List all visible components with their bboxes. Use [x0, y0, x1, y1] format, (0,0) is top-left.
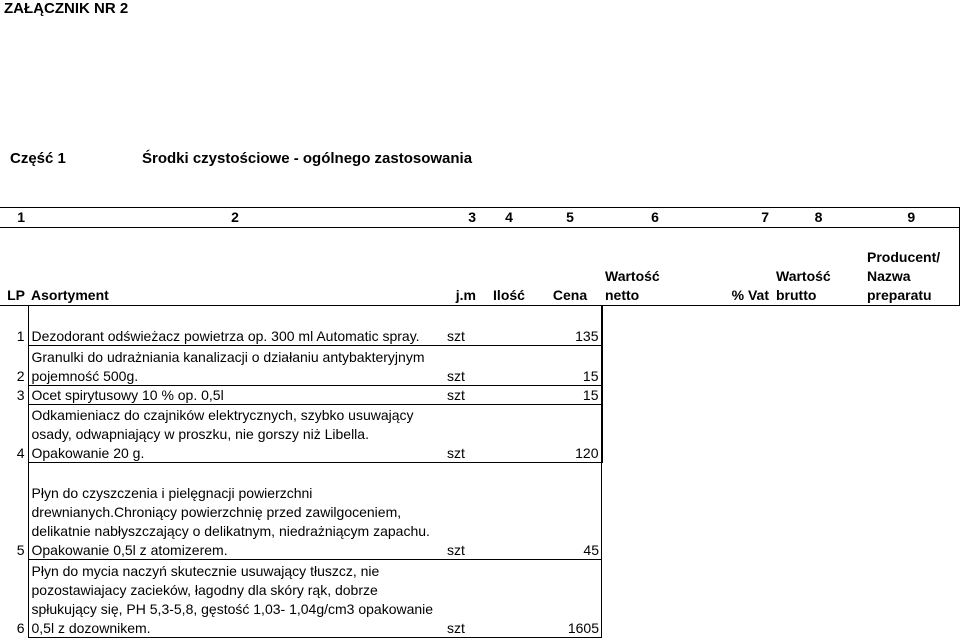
col-number-4: 4: [480, 208, 538, 228]
table-row: [0, 405, 959, 463]
header-producent: [864, 228, 959, 306]
row-empty: [773, 306, 864, 346]
table-row: [0, 346, 959, 386]
row-unit: szt: [447, 541, 465, 558]
header-producent-line1: Producent/: [867, 249, 941, 265]
items-table: [0, 207, 960, 638]
row-lp: 3: [16, 386, 25, 403]
row-empty: [864, 463, 959, 560]
row-empty: [602, 386, 708, 405]
row-lp: 4: [16, 444, 25, 461]
row-lp: 1: [16, 327, 25, 344]
row-unit: szt: [447, 386, 465, 403]
header-ilosc: Ilość: [480, 228, 538, 306]
row-description: Dezodorant odświeżacz powietrza op. 300 ml Automatic spray.: [28, 306, 442, 346]
row-empty: [708, 346, 773, 386]
row-quantity: 15: [582, 367, 599, 384]
grid-line: [28, 637, 602, 638]
header-lp: LP: [0, 228, 28, 306]
row-empty: [773, 386, 864, 405]
grid-line: [28, 404, 602, 405]
row-empty: [864, 405, 959, 463]
row-empty: [708, 463, 773, 560]
part-label: Część 1: [10, 150, 66, 167]
table-row: [0, 463, 959, 560]
row-empty: [708, 560, 773, 638]
row-empty: [773, 346, 864, 386]
document-title: ZAŁĄCZNIK NR 2: [4, 0, 129, 17]
header-cena: Cena: [538, 228, 602, 306]
row-empty: [864, 386, 959, 405]
part-name: Środki czystościowe - ogólnego zastosowania: [142, 150, 473, 167]
row-unit: szt: [447, 619, 465, 636]
row-quantity: 1605: [567, 619, 599, 636]
row-empty: [602, 405, 708, 463]
row-empty: [773, 405, 864, 463]
row-empty: [602, 306, 708, 346]
col-number-9: 9: [864, 208, 959, 228]
row-unit: szt: [447, 444, 465, 461]
header-wartosc-brutto-line1: Wartość: [776, 268, 831, 284]
col-number-5: 5: [538, 208, 602, 228]
header-wartosc-brutto-line2: brutto: [776, 287, 817, 303]
row-empty: [708, 386, 773, 405]
header-wartosc-netto-line2: netto: [605, 287, 640, 303]
row-quantity: 45: [583, 541, 599, 558]
grid-line: [601, 306, 602, 638]
grid-line: [28, 462, 602, 463]
col-number-8: 8: [773, 208, 864, 228]
grid-line: [28, 345, 602, 346]
row-empty: [773, 560, 864, 638]
row-description: Odkamieniacz do czajników elektrycznych, szybko usuwający osady, odwapniający w proszku, nie gorszy niż Libella. Opakowanie 20 g.: [28, 405, 442, 463]
table-row: [0, 306, 959, 346]
row-empty: [602, 560, 708, 638]
col-number-6: 6: [602, 208, 708, 228]
row-unit: szt: [447, 327, 465, 344]
row-empty: [864, 306, 959, 346]
row-empty: [602, 463, 708, 560]
grid-line: [28, 385, 602, 386]
column-number-row: [0, 208, 959, 228]
header-producent-line2: Nazwa: [867, 268, 911, 284]
table-row: [0, 386, 959, 405]
row-description: Ocet spirytusowy 10 % op. 0,5l: [28, 386, 442, 405]
row-empty: [773, 463, 864, 560]
row-description: Płyn do mycia naczyń skutecznie usuwający tłuszcz, nie pozostawiajacy zacieków, łagodny dla skóry rąk, dobrze spłukujący się, PH 5,3-5,8, gęstość 1,03- 1,04g/cm3 opakowanie 0,5l z dozownikem.: [28, 560, 442, 638]
row-quantity: 135: [575, 327, 599, 344]
grid-line: [28, 559, 602, 560]
row-description: Płyn do czyszczenia i pielęgnacji powierzchni drewnianych.Chroniący powierzchnię przed zawilgoceniem, delikatnie nabłyszczający o delikatnym, niedrażniącym zapachu. Opakowanie 0,5l z atomizerem.: [28, 463, 442, 560]
row-empty: [864, 560, 959, 638]
row-empty: [864, 346, 959, 386]
header-wartosc-brutto: [773, 228, 864, 306]
row-lp: 6: [16, 619, 25, 636]
header-row: [0, 228, 959, 306]
grid-line: [959, 207, 960, 306]
header-asortyment: Asortyment: [28, 228, 442, 306]
header-vat: % Vat: [708, 228, 773, 306]
header-jm: j.m: [442, 228, 480, 306]
row-quantity: 120: [575, 444, 599, 461]
row-empty: [708, 405, 773, 463]
header-wartosc-netto-line1: Wartość: [605, 268, 660, 284]
col-number-7: 7: [708, 208, 773, 228]
table-row: [0, 560, 959, 638]
header-producent-line3: preparatu: [867, 287, 932, 303]
row-quantity: 15: [582, 386, 599, 403]
col-number-2: 2: [28, 208, 442, 228]
col-number-1: 1: [0, 208, 28, 228]
row-lp: 5: [16, 541, 25, 558]
row-unit: szt: [447, 367, 465, 384]
row-empty: [602, 346, 708, 386]
row-lp: 2: [16, 367, 25, 384]
row-description: Granulki do udrażniania kanalizacji o działaniu antybakteryjnym pojemność 500g.: [28, 346, 442, 386]
header-wartosc-netto: [602, 228, 708, 306]
row-empty: [708, 306, 773, 346]
col-number-3: 3: [442, 208, 480, 228]
